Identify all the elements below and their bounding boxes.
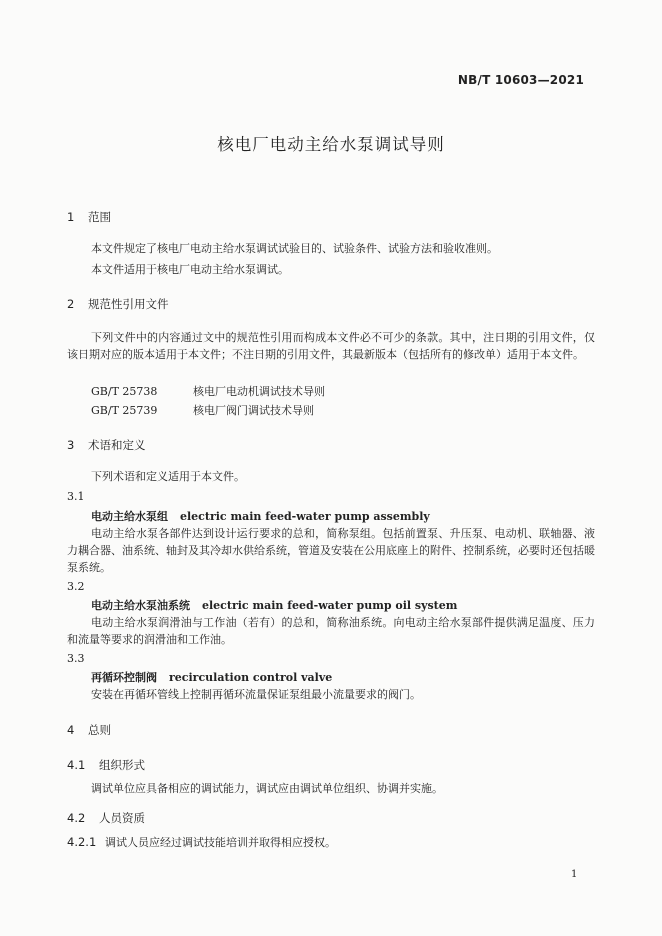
term-heading — [91, 597, 457, 613]
reference-code: GB/T 25739 — [91, 404, 158, 417]
term-heading — [91, 508, 430, 524]
section-3-intro: 下列术语和定义适用于本文件。 — [91, 470, 245, 483]
section-2-paragraph: 下列文件中的内容通过文中的规范性引用而构成本文件必不可少的条款。其中，注日期的引用文件，仅该日期对应的版本适用于本文件；不注日期的引用文件，其最新版本（包括所有的修改单）适用于本文件。 — [67, 331, 595, 361]
section-1-heading — [67, 209, 111, 225]
clause-number: 4.2.1 — [67, 835, 97, 849]
section-2-heading — [67, 296, 169, 312]
section-number: 2 — [67, 297, 75, 311]
standard-number: NB/T 10603—2021 — [457, 73, 584, 87]
section-title: 术语和定义 — [88, 438, 146, 452]
section-number: 4 — [67, 723, 75, 737]
clause-4-2-1 — [67, 834, 336, 850]
term-definition: 安装在再循环管线上控制再循环流量保证泵组最小流量要求的阀门。 — [91, 688, 421, 701]
term-cn: 电动主给水泵组 — [91, 510, 168, 523]
reference-item — [91, 383, 325, 399]
term-en: electric main feed-water pump assembly — [180, 510, 430, 523]
section-title: 总则 — [88, 723, 111, 737]
section-number: 1 — [67, 210, 75, 224]
subsection-4-1-text: 调试单位应具备相应的调试能力，调试应由调试单位组织、协调并实施。 — [91, 782, 443, 795]
section-number: 3 — [67, 438, 75, 452]
term-cn: 电动主给水泵油系统 — [91, 599, 190, 612]
term-number: 3.3 — [67, 652, 85, 665]
subsection-title: 组织形式 — [99, 758, 145, 772]
section-4-heading — [67, 722, 111, 738]
clause-text: 调试人员应经过调试技能培训并取得相应授权。 — [105, 836, 336, 849]
term-definition: 电动主给水泵润滑油与工作油（若有）的总和，简称油系统。向电动主给水泵部件提供满足温度、压力和流量等要求的润滑油和工作油。 — [67, 616, 595, 646]
section-title: 规范性引用文件 — [88, 297, 169, 311]
reference-title: 核电厂阀门调试技术导则 — [193, 404, 314, 417]
term-heading — [91, 669, 332, 685]
term-number: 3.2 — [67, 580, 85, 593]
term-definition: 电动主给水泵各部件达到设计运行要求的总和，简称泵组。包括前置泵、升压泵、电动机、联轴器、液力耦合器、油系统、轴封及其冷却水供给系统，管道及安装在公用底座上的附件、控制系统，必要时还包括暖泵系统。 — [67, 527, 595, 574]
subsection-4-2-heading — [67, 810, 145, 826]
section-3-heading — [67, 437, 146, 453]
page-number: 1 — [571, 869, 578, 880]
section-1-paragraph-2: 本文件适用于核电厂电动主给水泵调试。 — [91, 263, 289, 276]
document-title: 核电厂电动主给水泵调试导则 — [217, 135, 445, 154]
term-en: electric main feed-water pump oil system — [202, 599, 458, 612]
section-title: 范围 — [88, 210, 111, 224]
reference-item — [91, 402, 314, 418]
subsection-4-1-heading — [67, 757, 145, 773]
subsection-number: 4.1 — [67, 758, 86, 772]
term-en: recirculation control valve — [169, 671, 333, 684]
term-number: 3.1 — [67, 490, 85, 503]
reference-title: 核电厂电动机调试技术导则 — [193, 385, 325, 398]
section-1-paragraph-1: 本文件规定了核电厂电动主给水泵调试试验目的、试验条件、试验方法和验收准则。 — [91, 242, 498, 255]
term-cn: 再循环控制阀 — [91, 671, 157, 684]
reference-code: GB/T 25738 — [91, 385, 158, 398]
subsection-number: 4.2 — [67, 811, 86, 825]
subsection-title: 人员资质 — [99, 811, 145, 825]
